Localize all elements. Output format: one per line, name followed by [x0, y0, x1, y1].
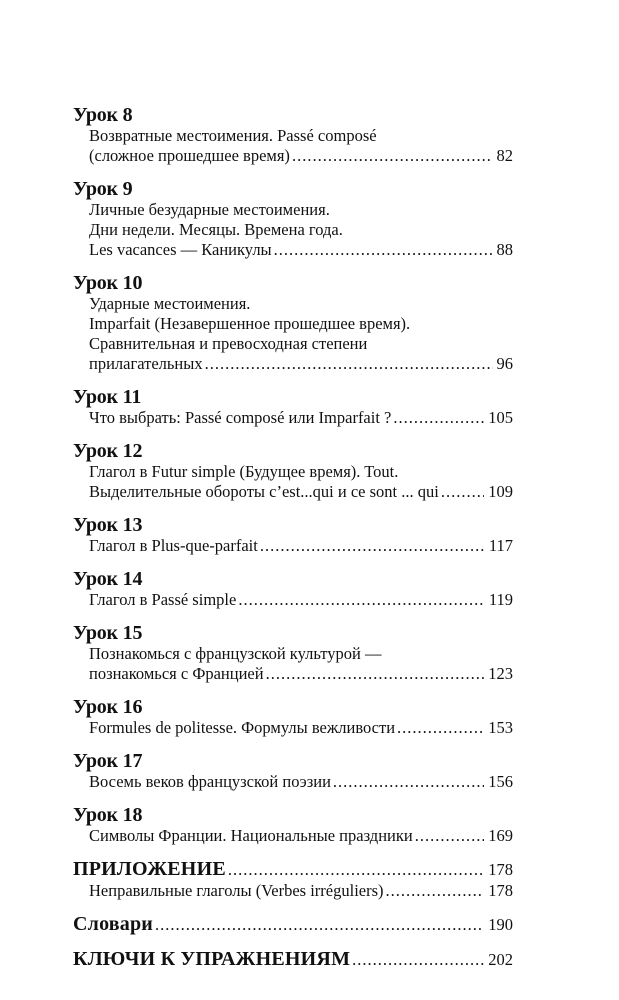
- toc-line: [73, 408, 513, 428]
- dot-leader: [441, 482, 484, 502]
- dot-leader: [393, 408, 484, 428]
- page-number: 169: [488, 826, 513, 845]
- toc-line-text: (сложное прошедшее время): [89, 146, 290, 165]
- toc-line-text: Ударные местоимения.: [89, 294, 251, 313]
- dot-leader: [333, 772, 484, 792]
- toc-lesson-13: [73, 514, 513, 556]
- toc-line-text: Познакомься с французской культурой —: [89, 644, 382, 663]
- toc-line: [73, 664, 513, 684]
- lesson-title: Урок 8: [73, 104, 133, 126]
- dot-leader: [228, 859, 484, 881]
- toc-line-text: Восемь веков французской поэзии: [89, 772, 331, 791]
- page-number: 88: [496, 240, 513, 259]
- lesson-title: Урок 18: [73, 804, 143, 826]
- page-number: 190: [488, 915, 513, 934]
- toc-line-text: познакомься с Францией: [89, 664, 264, 683]
- toc-main-entry: [73, 858, 513, 881]
- toc-line-text: Возвратные местоимения. Passé composé: [89, 126, 377, 145]
- toc-lesson-12: [73, 440, 513, 502]
- lesson-title: Урок 11: [73, 386, 142, 408]
- toc-dictionaries: [73, 913, 513, 936]
- table-of-contents: [73, 104, 513, 983]
- lesson-title: Урок 15: [73, 622, 143, 644]
- page-number: 109: [488, 482, 513, 501]
- page-number: 178: [488, 881, 513, 900]
- page-number: 119: [488, 590, 513, 609]
- toc-line-text: Глагол в Plus-que-parfait: [89, 536, 258, 555]
- toc-line-text: Дни недели. Месяцы. Времена года.: [89, 220, 343, 239]
- toc-line: [73, 826, 513, 846]
- dot-leader: [155, 914, 484, 936]
- toc-line-text: Formules de politesse. Формулы вежливости: [89, 718, 396, 737]
- toc-line-text: прилагательных: [89, 354, 203, 373]
- toc-line: [73, 590, 513, 610]
- page-number: 202: [488, 950, 513, 969]
- toc-line: [73, 354, 513, 374]
- toc-line-text: Глагол в Futur simple (Будущее время). Tout.: [89, 462, 399, 481]
- toc-line: [73, 240, 513, 260]
- toc-line: [73, 146, 513, 166]
- page-number: 117: [488, 536, 513, 555]
- lesson-title: Урок 12: [73, 440, 143, 462]
- lesson-title: Урок 14: [73, 568, 143, 590]
- lesson-title: Урок 9: [73, 178, 133, 200]
- toc-line-text: Les vacances — Каникулы: [89, 240, 272, 259]
- toc-line: [73, 126, 513, 146]
- page-number: 105: [488, 408, 513, 427]
- keys-title: КЛЮЧИ К УПРАЖНЕНИЯМ: [73, 948, 351, 970]
- toc-line-text: Что выбрать: Passé composé или Imparfait ?: [89, 408, 392, 427]
- toc-line: [73, 314, 513, 334]
- toc-line: [73, 536, 513, 556]
- toc-line: [73, 220, 513, 240]
- dot-leader: [260, 536, 485, 556]
- dot-leader: [397, 718, 484, 738]
- toc-lesson-15: [73, 622, 513, 684]
- toc-line-text: Выделительные обороты c’est...qui и ce sont ... qui: [89, 482, 439, 501]
- toc-lesson-17: [73, 750, 513, 792]
- dot-leader: [274, 240, 493, 260]
- toc-line-text: Imparfait (Незавершенное прошедшее время).: [89, 314, 411, 333]
- toc-lesson-11: [73, 386, 513, 428]
- toc-lesson-8: [73, 104, 513, 166]
- toc-main-entry: [73, 948, 513, 971]
- toc-lesson-9: [73, 178, 513, 260]
- toc-line: [73, 200, 513, 220]
- toc-keys: [73, 948, 513, 971]
- dot-leader: [205, 354, 493, 374]
- toc-line: [73, 644, 513, 664]
- toc-lesson-16: [73, 696, 513, 738]
- page-number: 153: [488, 718, 513, 737]
- toc-line: [73, 482, 513, 502]
- dot-leader: [266, 664, 485, 684]
- page-number: 123: [488, 664, 513, 683]
- page-number: 156: [488, 772, 513, 791]
- toc-line-text: Сравнительная и превосходная степени: [89, 334, 368, 353]
- toc-main-entry: [73, 913, 513, 936]
- page-number: 82: [496, 146, 513, 165]
- dot-leader: [352, 949, 484, 971]
- lesson-title: Урок 16: [73, 696, 143, 718]
- toc-line: [73, 462, 513, 482]
- toc-line-text: Глагол в Passé simple: [89, 590, 237, 609]
- toc-line-text: Неправильные глаголы (Verbes irréguliers): [89, 881, 384, 900]
- toc-line-text: Личные безударные местоимения.: [89, 200, 330, 219]
- toc-line: [73, 772, 513, 792]
- dictionaries-title: Словари: [73, 913, 154, 935]
- toc-line: [73, 334, 513, 354]
- dot-leader: [386, 881, 485, 901]
- dot-leader: [415, 826, 485, 846]
- toc-lesson-18: [73, 804, 513, 846]
- appendix-title: ПРИЛОЖЕНИЕ: [73, 858, 226, 880]
- toc-line: [73, 294, 513, 314]
- page-number: 178: [488, 860, 513, 879]
- dot-leader: [238, 590, 485, 610]
- toc-lesson-14: [73, 568, 513, 610]
- page-number: 96: [496, 354, 513, 373]
- lesson-title: Урок 17: [73, 750, 143, 772]
- toc-line: [73, 718, 513, 738]
- toc-line: [73, 881, 513, 901]
- dot-leader: [292, 146, 493, 166]
- lesson-title: Урок 13: [73, 514, 143, 536]
- toc-line-text: Символы Франции. Национальные праздники: [89, 826, 413, 845]
- toc-lesson-10: [73, 272, 513, 374]
- lesson-title: Урок 10: [73, 272, 143, 294]
- toc-appendix: [73, 858, 513, 901]
